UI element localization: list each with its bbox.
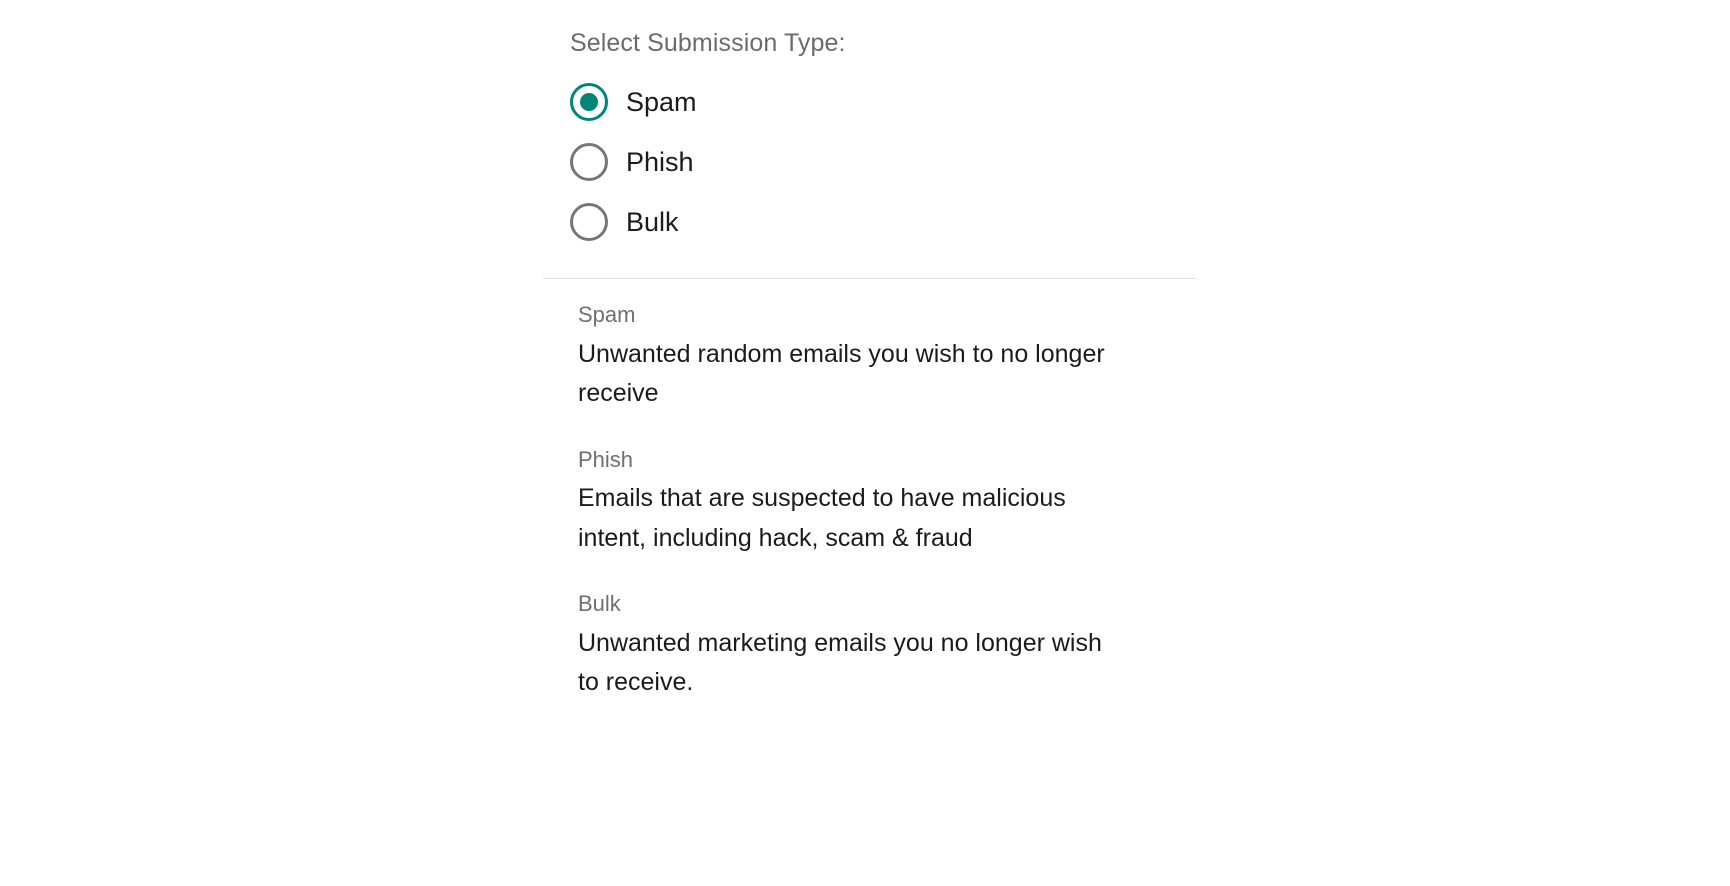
submission-type-radio-group[interactable] [570, 72, 1200, 252]
definition-description-spam: Unwanted random emails you wish to no longer receive [578, 339, 1105, 407]
definition-item-bulk [578, 590, 1200, 703]
radio-option-bulk[interactable] [570, 192, 1200, 252]
radio-dot-bulk [580, 213, 598, 231]
radio-icon-spam[interactable] [570, 83, 608, 121]
definition-description-phish: Emails that are suspected to have malicious intent, including hack, scam & fraud [578, 484, 1066, 552]
radio-label-bulk: Bulk [626, 206, 679, 237]
section-divider [543, 278, 1196, 279]
definition-term-spam: Spam [578, 302, 636, 327]
definition-item-spam [578, 301, 1200, 414]
definition-term-bulk: Bulk [578, 591, 621, 616]
definitions-list [578, 301, 1200, 703]
radio-label-spam: Spam [626, 86, 697, 117]
radio-option-phish[interactable] [570, 132, 1200, 192]
radio-icon-bulk[interactable] [570, 203, 608, 241]
submission-type-panel [540, 0, 1200, 735]
radio-dot-phish [580, 153, 598, 171]
radio-option-spam[interactable] [570, 72, 1200, 132]
section-label: Select Submission Type: [570, 29, 846, 57]
radio-icon-phish[interactable] [570, 143, 608, 181]
radio-dot-spam [580, 93, 598, 111]
definition-term-phish: Phish [578, 446, 634, 472]
definition-item-phish [578, 446, 1200, 559]
radio-label-phish: Phish [626, 146, 694, 177]
definition-description-bulk: Unwanted marketing emails you no longer wish to receive. [578, 628, 1102, 696]
